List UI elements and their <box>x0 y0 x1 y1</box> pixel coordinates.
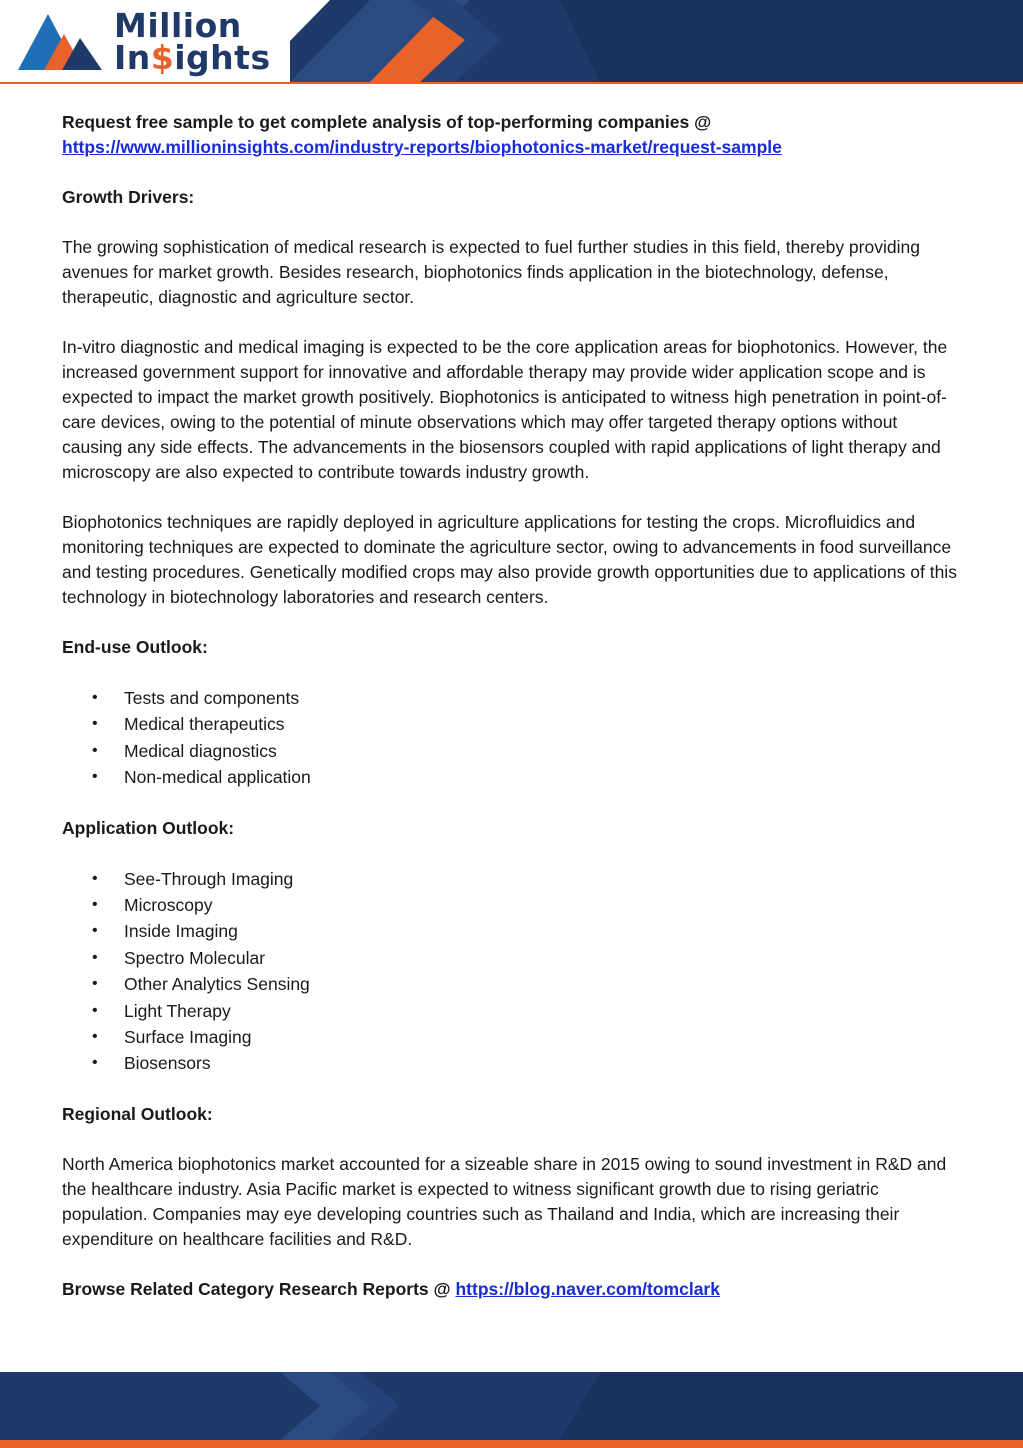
list-item: • Microscopy <box>92 895 213 916</box>
million-insights-logo-icon <box>14 8 106 72</box>
list-item: • Medical diagnostics <box>92 740 277 761</box>
regional-heading: Regional Outlook: <box>62 1103 213 1124</box>
application-list <box>62 866 962 1077</box>
list-item: • Surface Imaging <box>92 1027 252 1048</box>
growth-paragraph-2: In-vitro diagnostic and medical imaging is expected to be the core application areas for biophotonics. However, the increased government support for innovative and affordable therapy may provide wider application scope and is expected to impact the market growth positively. Biophotonics is anticipated to witness high penetration in point-of-care devices, owing to the potential of minute observations which may offer targeted therapy options without causing any side effects. The advancements in the biosensors coupled with rapid applications of light therapy and microscopy are also expected to contribute towards industry growth. <box>62 337 948 482</box>
related-reports-line <box>62 1277 962 1302</box>
document-body <box>62 110 962 1302</box>
request-sample-link[interactable]: https://www.millioninsights.com/industry-reports/biophotonics-market/request-sample <box>62 137 782 157</box>
growth-paragraph-3: Biophotonics techniques are rapidly deployed in agriculture applications for testing the crops. Microfluidics and monitoring techniques are expected to dominate the agriculture sector, owing to advancements in food surveillance and testing procedures. Genetically modified crops may also provide growth opportunities due to applications of this technology in biotechnology laboratories and research centers. <box>62 512 957 607</box>
list-item: • Biosensors <box>92 1053 211 1074</box>
enduse-list <box>62 685 962 791</box>
growth-drivers-heading: Growth Drivers: <box>62 187 195 207</box>
list-item: • Medical therapeutics <box>92 714 285 735</box>
list-item: • Inside Imaging <box>92 921 238 942</box>
brand-wordmark <box>114 6 271 77</box>
list-item: • Tests and components <box>92 688 300 708</box>
request-sample-text: Request free sample to get complete analysis of top-performing companies @ <box>62 112 712 132</box>
brand-line-2: In$ights <box>114 38 271 77</box>
related-reports-link[interactable]: https://blog.naver.com/tomclark <box>455 1278 720 1299</box>
page-footer <box>0 1372 1023 1448</box>
enduse-heading: End-use Outlook: <box>62 637 208 657</box>
related-reports-text: Browse Related Category Research Reports @ <box>62 1278 451 1299</box>
list-item: • Other Analytics Sensing <box>92 974 310 995</box>
brand-line-1: Million <box>114 6 242 45</box>
header-accent-rule <box>0 82 1023 84</box>
list-item: • Light Therapy <box>92 1000 231 1021</box>
footer-banner-graphic <box>0 1372 1023 1448</box>
application-heading: Application Outlook: <box>62 817 235 838</box>
list-item: • Spectro Molecular <box>92 947 266 968</box>
growth-paragraph-1: The growing sophistication of medical research is expected to fuel further studies in this field, thereby providing avenues for market growth. Besides research, biophotonics finds application in the biotechnology, defense, therapeutic, diagnostic and agriculture sector. <box>62 237 920 307</box>
page-header <box>0 0 1023 84</box>
brand-logo[interactable] <box>14 6 274 78</box>
list-item: • Non-medical application <box>92 767 311 788</box>
regional-paragraph: North America biophotonics market accounted for a sizeable share in 2015 owing to sound investment in R&D and the healthcare industry. Asia Pacific market is expected to witness significant growth due to rising geriatric population. Companies may eye developing countries such as Thailand and India, which are increasing their expenditure on healthcare facilities and R&D. <box>62 1153 947 1249</box>
list-item: • See-Through Imaging <box>92 868 294 889</box>
